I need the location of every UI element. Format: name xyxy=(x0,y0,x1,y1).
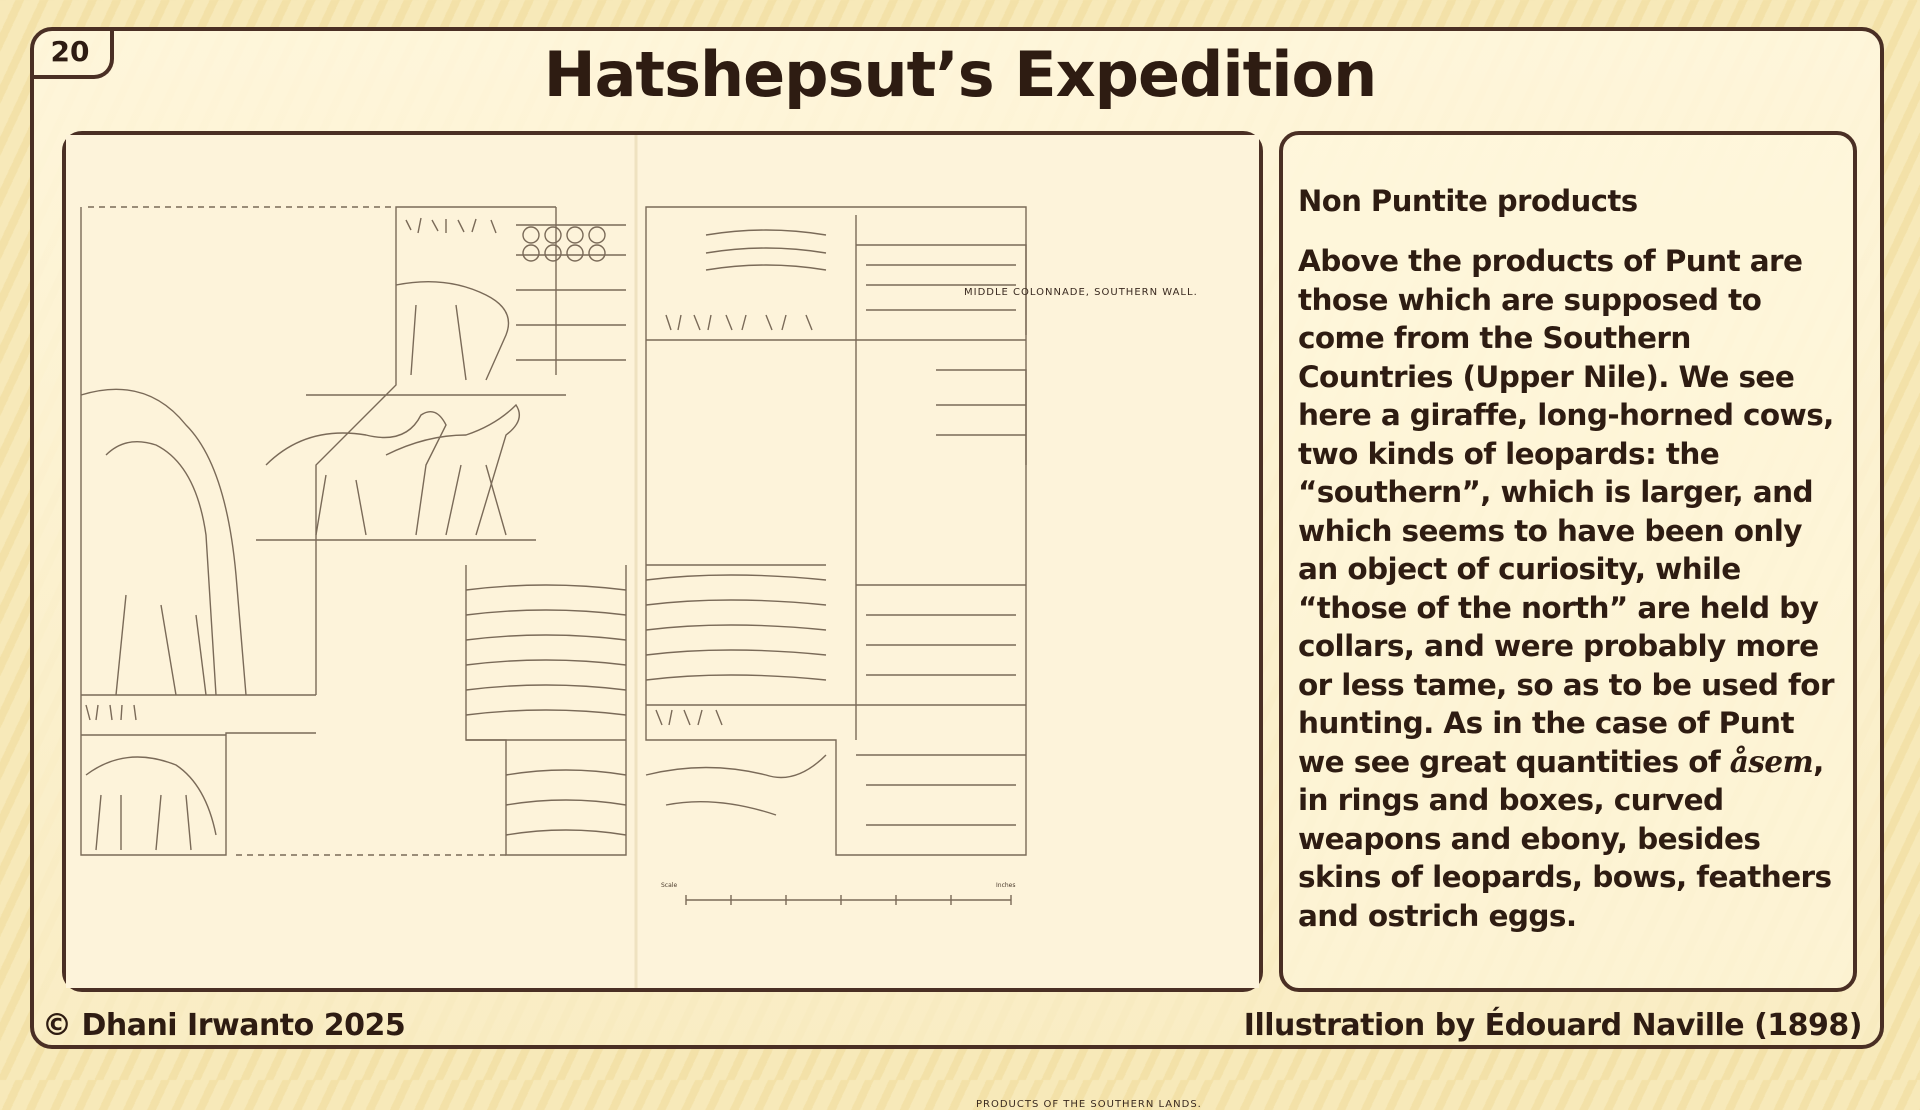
panel-body-part2: , in rings and boxes, curved weapons and ebony, besides skins of leopards, bows, feathers and ostrich eggs. xyxy=(1298,744,1832,933)
panel-body-part1: Above the products of Punt are those which are supposed to come from the Southern Countries (Upper Nile). We see here a giraffe, long-horned cows, two kinds of leopards: the “southern”, which is larger, and which seems to have been only an object of curiosity, while “those of the north” are held by collars, and were probably more or less tame, so as to be used for hunting. As in the case of Punt we see great quantities of xyxy=(1298,244,1834,779)
copyright-text: © Dhani Irwanto 2025 xyxy=(42,1008,406,1043)
scale-label: Scale xyxy=(661,882,678,889)
illustration-credit: Illustration by Édouard Naville (1898) xyxy=(1243,1008,1862,1043)
relief-drawing xyxy=(66,135,1259,988)
slide-number: 20 xyxy=(30,27,114,79)
illustration-caption-top: MIDDLE COLONNADE, SOUTHERN WALL. xyxy=(964,287,1198,298)
panel-heading: Non Puntite products xyxy=(1298,184,1638,218)
panel-body xyxy=(1298,242,1846,935)
scale-unit: Inches xyxy=(996,882,1016,889)
panel-body-italic: åsem xyxy=(1729,743,1814,779)
slide-title: Hatshepsut’s Expedition xyxy=(543,38,1377,111)
illustration-caption-bottom: PRODUCTS OF THE SOUTHERN LANDS. xyxy=(976,1099,1202,1110)
